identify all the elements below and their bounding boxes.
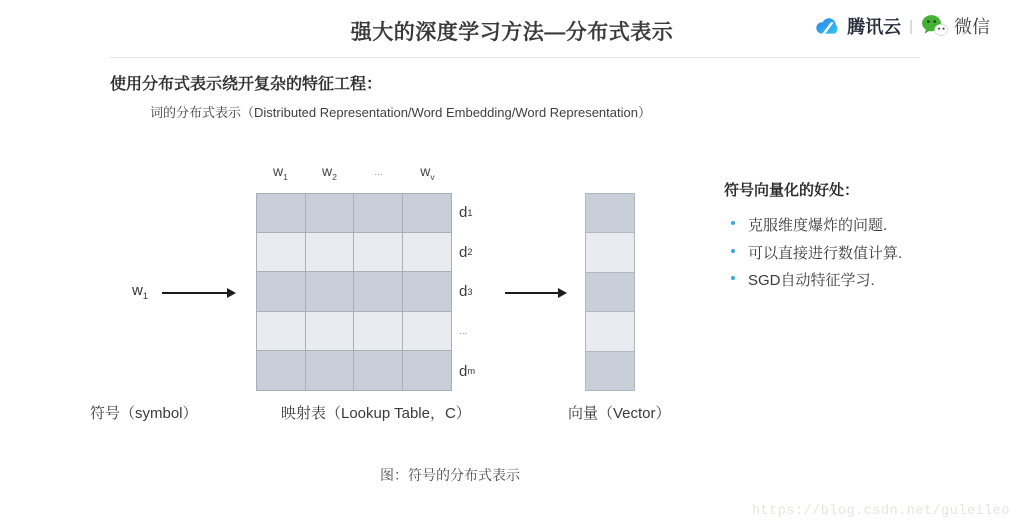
benefit-item bbox=[731, 269, 875, 290]
col-header: $w_1$ bbox=[273, 163, 288, 182]
symbol-label: 符号（symbol） bbox=[90, 405, 198, 422]
bullet-dot-icon bbox=[731, 276, 735, 280]
lookup-table-label: 映射表（Lookup Table，C） bbox=[281, 405, 471, 422]
input-symbol-label: $w_1$ bbox=[132, 282, 149, 301]
row-label: d 2 bbox=[459, 243, 473, 261]
benefits-heading: 符号向量化的好处： bbox=[724, 182, 860, 199]
brand-bar bbox=[810, 13, 990, 39]
vector-label: 向量（Vector） bbox=[568, 405, 671, 422]
row-label: d 3 bbox=[459, 283, 473, 301]
figure-caption: 图：符号的分布式表示 bbox=[380, 467, 520, 483]
watermark-url: https://blog.csdn.net/guleileo bbox=[751, 504, 1010, 519]
col-header: $w_v$ bbox=[420, 163, 435, 182]
row-label-ellipsis: ... bbox=[459, 326, 468, 338]
bullet-dot-icon bbox=[731, 221, 735, 225]
benefit-item bbox=[731, 214, 887, 235]
slide-title: 强大的深度学习方法—分布式表示 bbox=[350, 21, 674, 44]
row-label: d m bbox=[459, 362, 476, 380]
tencent-cloud-label: 腾讯云 bbox=[847, 17, 902, 37]
section-heading: 使用分布式表示绕开复杂的特征工程： bbox=[110, 76, 383, 93]
wechat-logo-icon bbox=[921, 14, 949, 38]
header-divider bbox=[110, 57, 920, 58]
arrow-symbol-to-table bbox=[162, 292, 228, 294]
tencent-cloud-logo-icon bbox=[810, 14, 842, 38]
table-row-labels bbox=[459, 193, 493, 391]
benefit-text: 可以直接进行数值计算. bbox=[748, 245, 903, 262]
benefit-item bbox=[731, 242, 902, 263]
table-column-headers bbox=[256, 163, 452, 185]
vector-column bbox=[585, 193, 635, 391]
wechat-label: 微信 bbox=[954, 17, 990, 37]
brand-separator: | bbox=[909, 17, 913, 35]
lookup-table-matrix bbox=[256, 193, 452, 391]
section-subheading: 词的分布式表示（Distributed Representation/Word Embedding/Word Representation） bbox=[150, 105, 651, 120]
arrow-table-to-vector bbox=[505, 292, 559, 294]
col-header: $w_2$ bbox=[322, 163, 337, 182]
bullet-dot-icon bbox=[731, 249, 735, 253]
col-header-ellipsis: ... bbox=[374, 167, 383, 178]
row-label: d 1 bbox=[459, 204, 473, 222]
benefit-text: SGD自动特征学习. bbox=[748, 272, 875, 289]
benefit-text: 克服维度爆炸的问题. bbox=[748, 217, 888, 234]
